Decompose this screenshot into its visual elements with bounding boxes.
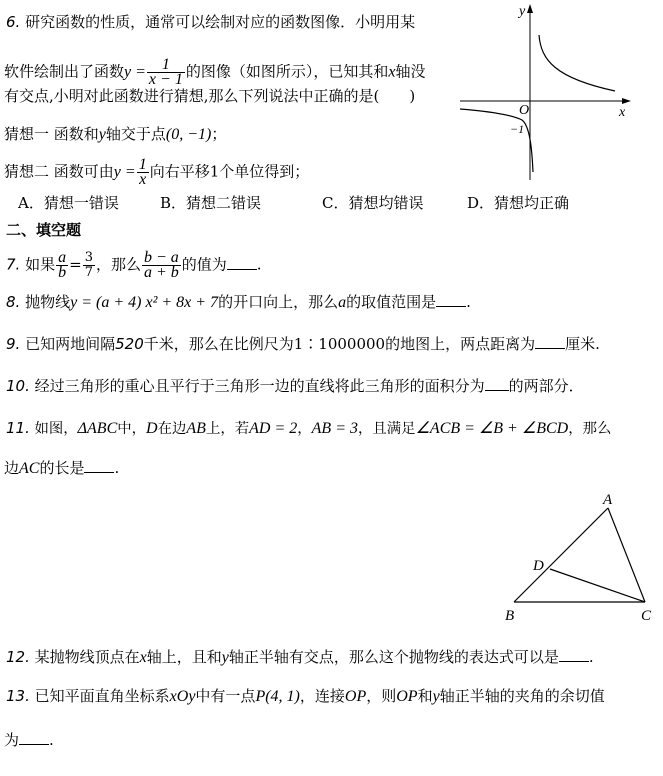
q13-line1 [6, 686, 605, 707]
graph-label-x: x [619, 105, 626, 120]
q6-axis-x: x [388, 63, 396, 81]
q7-frac1-num: a [58, 249, 67, 266]
q13-text-c: ，连接 [299, 687, 345, 705]
q11-end: . [114, 459, 120, 477]
q7-frac2-den: 7 [84, 265, 93, 280]
q6-guess1-text2: 轴交于点 [105, 125, 166, 143]
q7-line [6, 251, 262, 280]
q13-coord-system: xOy [169, 688, 196, 705]
q12-text-c: 轴正半轴有交点，那么这个抛物线的表达式可以是 [228, 648, 559, 666]
q11-segment-ac: AC [19, 460, 40, 477]
q13-segment-op2: OP [396, 688, 418, 705]
q13-text-d: ，则 [366, 687, 397, 705]
q6-line3 [4, 86, 415, 106]
fig-label-c: C [641, 608, 652, 624]
q12-line [6, 647, 594, 668]
q12-text-b: 轴上，且和 [146, 648, 222, 666]
q8-text-c: 的取值范围是 [346, 293, 437, 311]
q12-axis-y: y [221, 649, 229, 666]
q8-answer-blank[interactable] [436, 292, 466, 307]
q13-answer-blank[interactable] [19, 730, 49, 745]
q11-text-c: 在边 [157, 421, 187, 437]
q7-eq: = [69, 255, 82, 274]
fig-label-d: D [533, 558, 544, 574]
q9-unit: 厘米 [565, 335, 596, 353]
q7-frac2-num: 3 [84, 250, 93, 265]
q6-option-a: A．猜想一错误 [18, 194, 119, 212]
q7-text-b: ，那么 [95, 255, 141, 274]
q6-line1 [6, 12, 415, 32]
q6-option-c: C．猜想均错误 [322, 194, 424, 212]
q6-line2 [4, 58, 425, 87]
q11-triangle-figure [495, 490, 663, 630]
q13-text-b: 中有一点 [195, 687, 256, 705]
q11-text-b: 中， [117, 421, 147, 437]
q11-text-e: ， [297, 421, 312, 437]
q8-text-a: 抛物线 [25, 293, 71, 311]
q11-angle-eq: ∠ACB = ∠B + ∠BCD [415, 420, 569, 437]
q10-number: 10. [6, 377, 30, 395]
q12-text-a: 某抛物线顶点在 [34, 648, 140, 666]
q7-frac3-num: b − a [143, 249, 179, 266]
q7-frac2 [83, 251, 95, 280]
q12-end: . [588, 648, 594, 666]
q13-text-line2: 为 [4, 731, 20, 749]
q6-guess2 [4, 158, 309, 187]
q11-ad: AD = 2 [249, 420, 298, 437]
q9-line [6, 334, 600, 354]
q6-text-line2a: 软件绘制出了函数 [4, 62, 125, 81]
q9-distance: 520 [115, 335, 144, 353]
q11-text-line2a: 边 [4, 459, 20, 477]
q6-guess1-point: (0, −1) [165, 126, 212, 143]
q10-end: 的两部分． [508, 377, 584, 395]
q11-triangle: ΔABC [77, 420, 118, 437]
q13-point-p: P(4, 1) [255, 688, 300, 705]
section-title: 二、填空题 [6, 221, 82, 239]
q9-end: . [595, 335, 600, 353]
q7-text-a: 如果 [25, 255, 56, 274]
q6-option-b: B．猜想二错误 [160, 194, 262, 212]
q6-text-line1: 研究函数的性质，通常可以绘制对应的函数图像．小明用某 [25, 13, 416, 31]
fig-label-a: A [603, 492, 613, 508]
q8-number: 8. [6, 293, 21, 311]
q8-var-a: a [338, 294, 347, 311]
q6-fn-y: y = [124, 63, 146, 81]
q11-text-d: 上，若 [205, 421, 250, 437]
q7-end: . [256, 255, 262, 274]
q12-number: 12. [6, 648, 30, 666]
q11-ab: AB = 3 [311, 420, 358, 437]
q13-text-a: 已知平面直角坐标系 [34, 687, 170, 705]
q6-text-line3: 有交点,小明对此函数进行猜想,那么下列说法中正确的是( ) [4, 87, 416, 105]
q11-number: 11. [6, 419, 30, 437]
q11-line1 [6, 418, 611, 439]
fig-label-b: B [505, 608, 515, 624]
q13-text-e: 和 [417, 687, 433, 705]
q13-axis-y: y [432, 688, 440, 705]
q6-text-line2c: 轴没 [395, 62, 426, 81]
q11-answer-blank[interactable] [84, 458, 114, 473]
q9-text-b: 千米，那么在比例尺为1∶1000000的地图上，两点距离为 [143, 335, 536, 353]
graph-label-minus1: −1 [510, 122, 525, 136]
q6-guess2-text2: 向右平移1个单位得到； [149, 162, 310, 181]
q13-segment-op: OP [344, 688, 367, 705]
q6-guess2-den: x [139, 171, 147, 188]
q7-text-c: 的值为 [181, 255, 227, 274]
q8-end: . [466, 293, 471, 311]
q6-text-line2b: 的图像（如图所示），已知其和 [185, 62, 389, 81]
q12-axis-x: x [139, 649, 147, 666]
q6-guess2-y: y = [113, 163, 136, 181]
q6-guess2-text: 猜想二 函数可由 [4, 162, 114, 181]
q6-guess2-num: 1 [138, 156, 147, 173]
q10-answer-blank[interactable] [485, 376, 509, 391]
q11-point-d: D [146, 420, 158, 437]
q6-guess1-text: 猜想一 函数和 [4, 125, 99, 143]
q11-segment-ab: AB [186, 420, 206, 437]
q6-fraction-den: x − 1 [148, 71, 183, 88]
q9-text-a: 已知两地间隔 [25, 335, 116, 353]
q7-frac1-den: b [58, 264, 67, 281]
q9-number: 9. [6, 335, 21, 353]
q7-number: 7. [6, 255, 21, 274]
graph-label-y: y [519, 4, 526, 19]
q11-text-a: 如图， [34, 421, 78, 437]
graph-label-origin: O [519, 103, 530, 118]
q13-line2 [4, 730, 54, 750]
q6-option-d: D．猜想均正确 [467, 194, 570, 212]
q7-frac3 [142, 251, 181, 280]
q10-text: 经过三角形的重心且平行于三角形一边的直线将此三角形的面积分为 [34, 377, 485, 395]
q9-answer-blank[interactable] [535, 334, 565, 349]
q6-guess1-end: ； [211, 125, 227, 143]
q7-frac1 [56, 251, 68, 280]
q11-line2 [4, 458, 119, 479]
q6-guess1 [4, 124, 226, 145]
q10-line [6, 376, 584, 396]
q13-number: 13. [6, 687, 30, 705]
q11-text-line2b: 的长是 [39, 459, 85, 477]
q8-expression: y = (a + 4) x² + 8x + 7 [70, 294, 219, 311]
q13-text-f: 轴正半轴的夹角的余切值 [439, 687, 605, 705]
q7-frac3-den: a + b [143, 264, 179, 281]
q11-text-f: ，且满足 [358, 421, 416, 437]
q6-guess1-y: y [98, 126, 106, 143]
q13-end: . [49, 731, 54, 749]
q12-answer-blank[interactable] [559, 647, 589, 662]
q6-fraction [147, 58, 185, 87]
q6-function-graph [455, 0, 655, 185]
q6-fraction-num: 1 [147, 58, 185, 73]
q8-text-b: 的开口向上，那么 [218, 293, 339, 311]
q7-answer-blank[interactable] [227, 255, 257, 270]
q11-text-g: ，那么 [568, 421, 612, 437]
q6-guess2-fraction [137, 158, 149, 187]
q8-line [6, 292, 471, 313]
q6-number: 6. [6, 13, 21, 31]
